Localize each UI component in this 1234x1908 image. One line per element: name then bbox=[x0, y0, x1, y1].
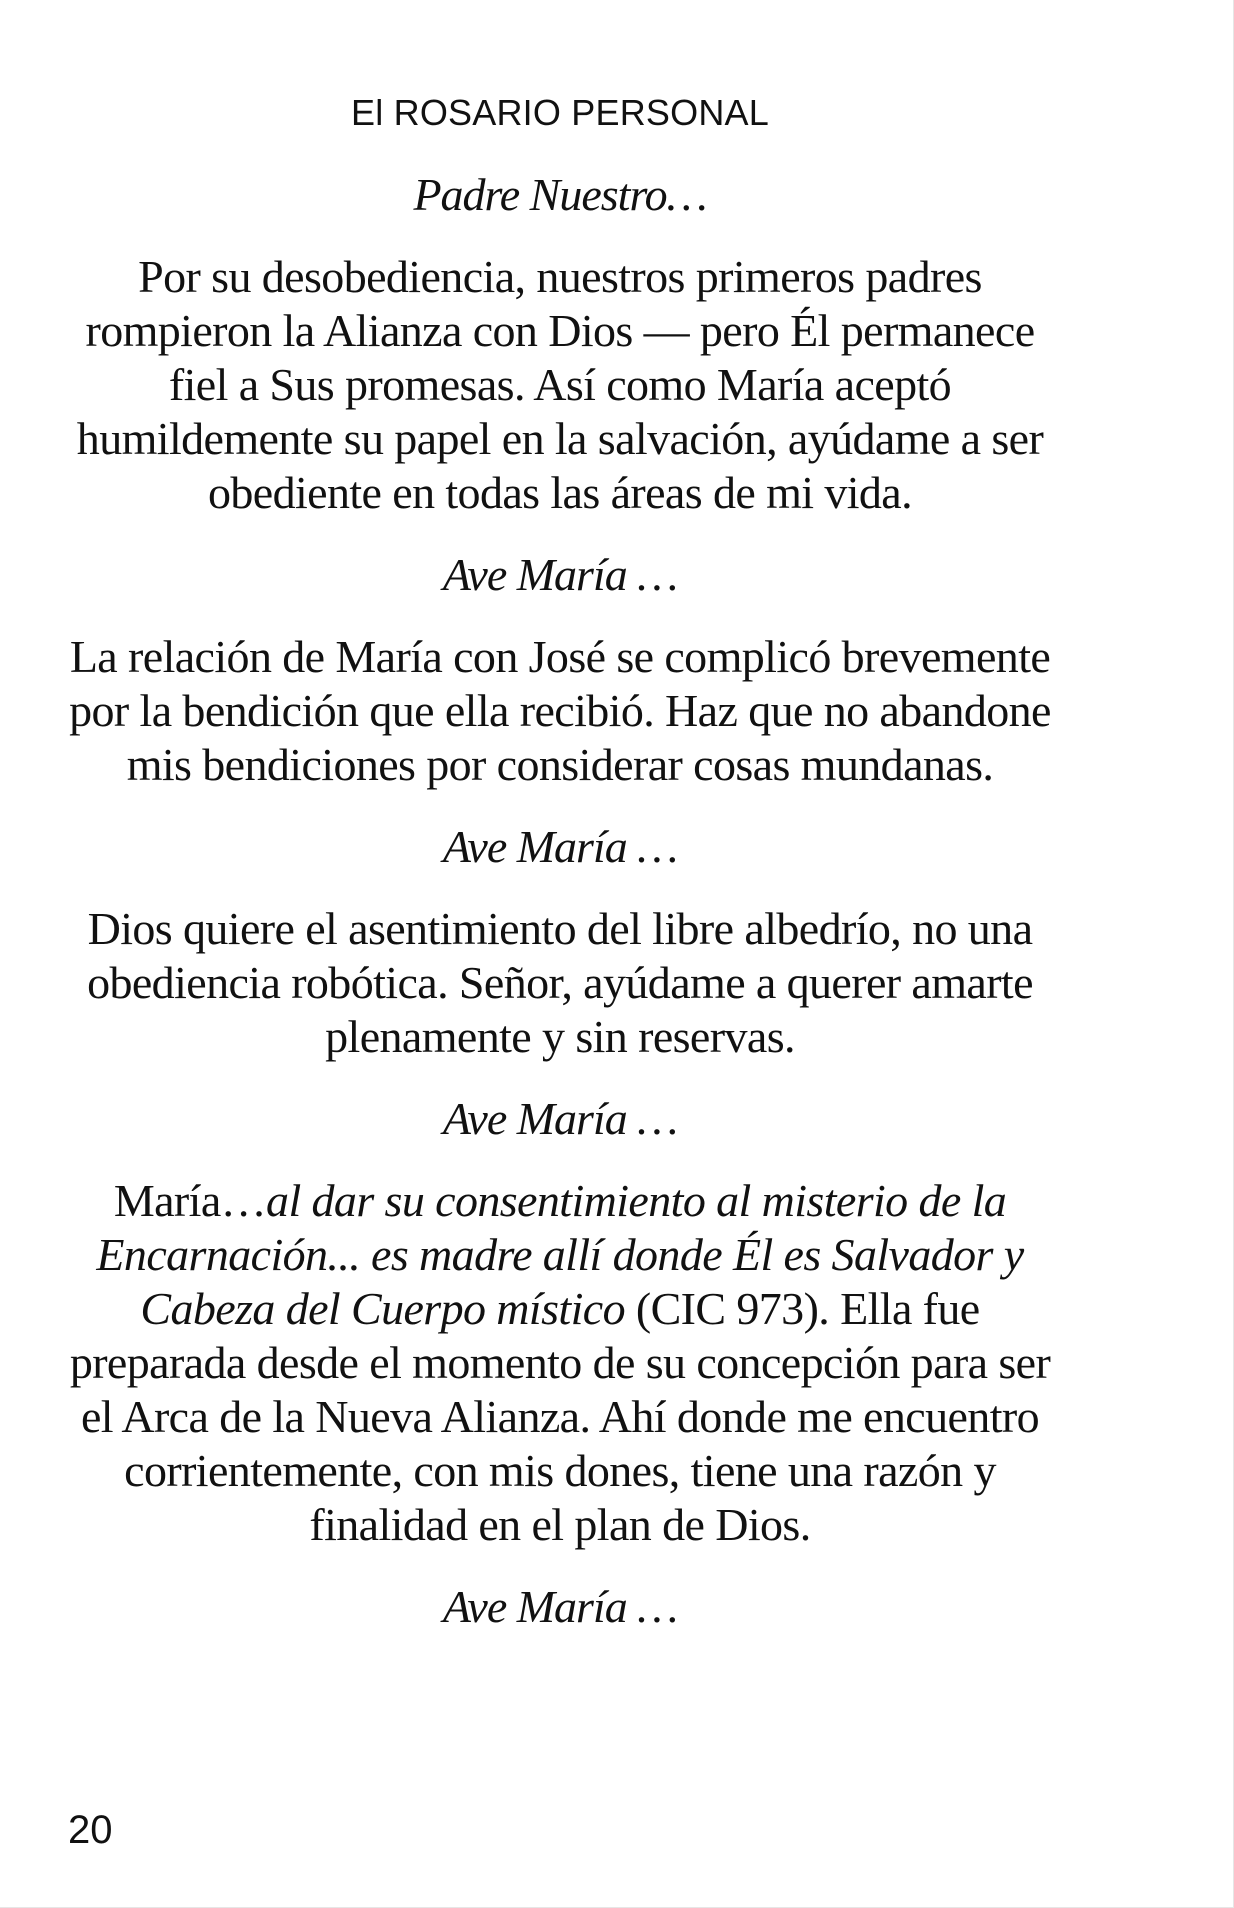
meditation-paragraph-2: La relación de María con José se complicó brevemente por la bendición que ella recibió. Haz que no abandone mis bendiciones por considerar cosas mundanas. bbox=[69, 631, 1051, 790]
prayer-padre-nuestro: Padre Nuestro… bbox=[413, 169, 707, 220]
page-number: 20 bbox=[68, 1808, 113, 1852]
meditation-paragraph-3: Dios quiere el asentimiento del libre albedrío, no una obediencia robótica. Señor, ayúdame a querer amarte plenamente y sin reservas. bbox=[87, 903, 1033, 1062]
meditation-paragraph-4 bbox=[60, 1174, 1060, 1552]
running-title: El ROSARIO PERSONAL bbox=[351, 92, 769, 133]
prayer-ave-maria-3: Ave María … bbox=[442, 1093, 678, 1144]
paragraph-rest: (CIC 973). Ella fue preparada desde el momento de su concepción para ser el Arca de la Nueva Alianza. Ahí donde me encuentro corrientemente, con mis dones, tiene una razón y finalidad en el plan de Dios. bbox=[69, 1283, 1051, 1550]
prayer-ave-maria-1: Ave María … bbox=[442, 549, 678, 600]
prayer-ave-maria-4: Ave María … bbox=[442, 1581, 678, 1632]
paragraph-lead: María… bbox=[113, 1175, 267, 1226]
meditation-paragraph-1: Por su desobediencia, nuestros primeros padres rompieron la Alianza con Dios — pero Él permanece fiel a Sus promesas. Así como María aceptó humildemente su papel en la salvación, ayúdame a ser obediente en todas las áreas de mi vida. bbox=[76, 251, 1044, 518]
catechism-quote: al dar su consentimiento al misterio de la Encarnación... es madre allí donde Él es Salvador y Cabeza del Cuerpo místico bbox=[96, 1175, 1024, 1334]
prayer-ave-maria-2: Ave María … bbox=[442, 821, 678, 872]
page-content bbox=[60, 168, 1060, 1662]
